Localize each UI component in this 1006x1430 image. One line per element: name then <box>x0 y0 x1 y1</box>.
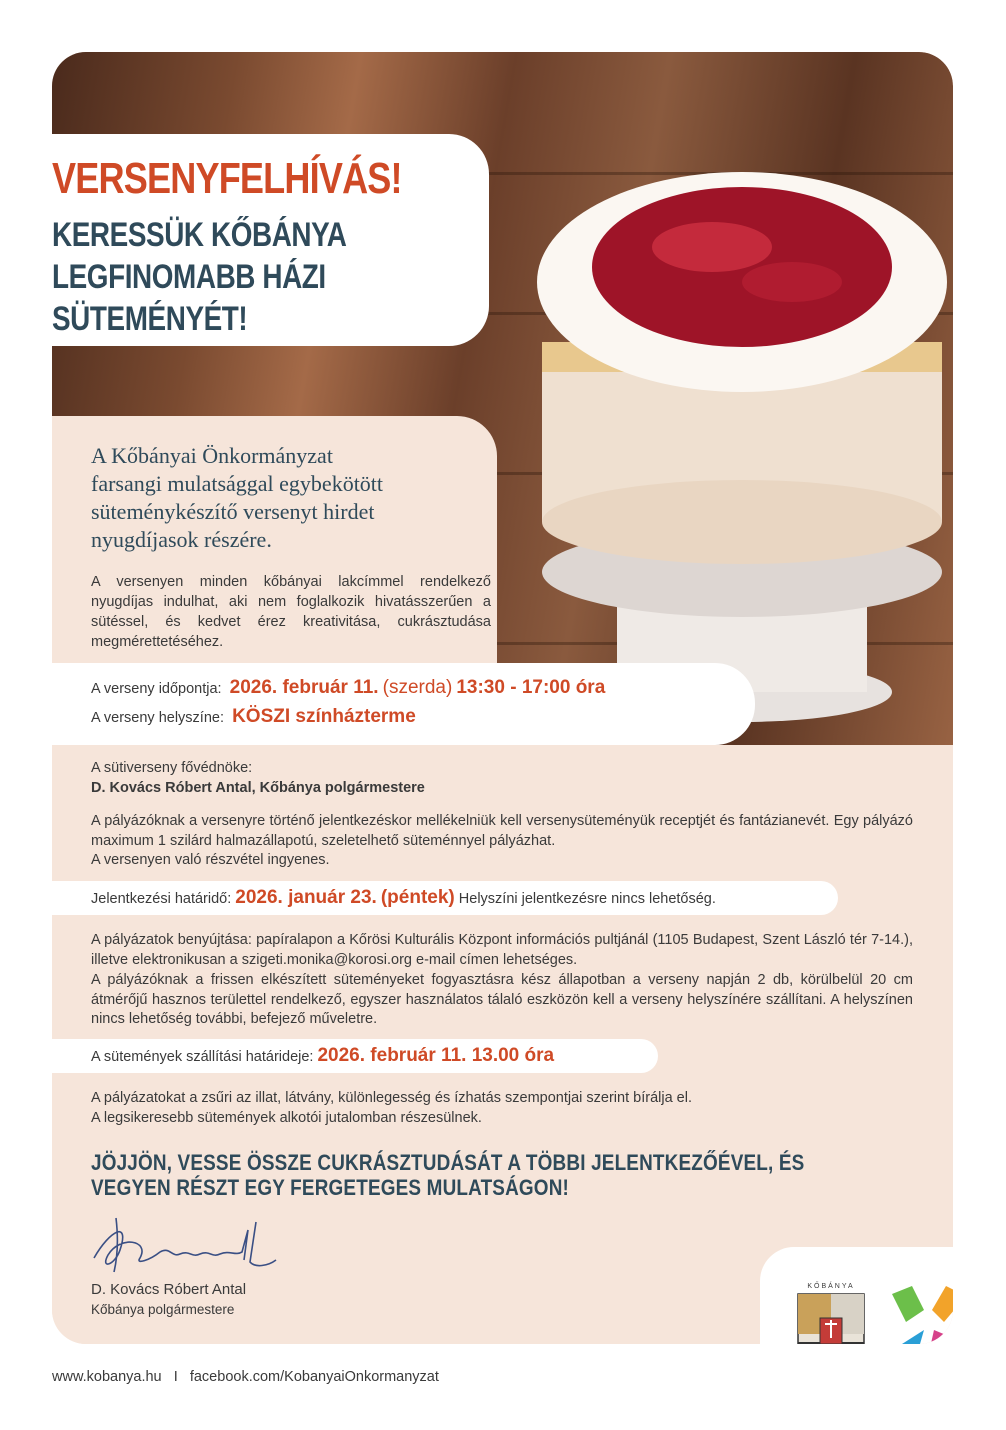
website-link[interactable]: www.kobanya.hu <box>52 1369 162 1385</box>
rules-text: A pályázóknak a versenyre történő jelentkezéskor mellékelniük kell versenysüteményük receptjét és fantázianevét. Egy pályázó maximum 1 szilárd halmazállapotú, szeletelhető süteménnyel pályázhat. <box>91 813 913 849</box>
facebook-link[interactable]: facebook.com/KobanyaiOnkormanyzat <box>189 1369 439 1385</box>
crest-text: KŐBÁNYA <box>807 1283 855 1290</box>
judging-text-2: A legsikeresebb sütemények alkotói jutalomban részesülnek. <box>91 1110 482 1126</box>
signature-title: Kőbánya polgármestere <box>91 1302 235 1317</box>
deadline-line: Jelentkezési határidő: 2026. január 23. (péntek) Helyszíni jelentkezésre nincs lehetőség. <box>91 887 716 908</box>
headline-subtitle-3: SÜTEMÉNYÉT! <box>52 300 248 338</box>
headline-subtitle-1: KERESSÜK KŐBÁNYA <box>52 216 347 254</box>
event-details-box <box>52 663 755 745</box>
delivery-value: 2026. február 11. 13.00 óra <box>317 1045 555 1066</box>
free-entry-text: A versenyen való részvétel ingyenes. <box>91 852 330 868</box>
headline-title: VERSENYFELHÍVÁS! <box>52 154 402 203</box>
patron-name: D. Kovács Róbert Antal, Kőbánya polgármestere <box>91 780 425 796</box>
footer-separator: I <box>173 1369 178 1385</box>
submission-text-1: A pályázatok benyújtása: papíralapon a Kőrösi Kulturális Központ információs pultjánál (1105 Budapest, Szent László tér 7-14.), illetve elektronikusan a szigeti.monika@korosi.org e-mail címen lehetséges. <box>91 932 913 968</box>
signature-image <box>80 1210 300 1280</box>
intro-body: A versenyen minden kőbányai lakcímmel rendelkező nyugdíjas indulhat, aki nem foglalkozik hivatásszerűen a sütéssel, és kedvet érez kreativitása, cukrásztudása megmérettetéséhez. <box>91 574 491 650</box>
judging-text-1: A pályázatokat a zsűri az illat, látvány, különlegesség és ízhatás szempontjai szerint bírálja el. <box>91 1090 692 1106</box>
event-place-value: KÖSZI színházterme <box>232 706 416 727</box>
patron-label: A sütiverseny fővédnöke: <box>91 760 253 776</box>
event-date-value: 2026. február 11. <box>229 677 379 698</box>
headline-subtitle-2: LEGFINOMABB HÁZI <box>52 258 326 296</box>
signature-name: D. Kovács Róbert Antal <box>91 1281 247 1298</box>
call-to-action: JÖJJÖN, VESSE ÖSSZE CUKRÁSZTUDÁSÁT A TÖBBI JELENTKEZŐÉVEL, ÉS VEGYEN RÉSZT EGY FERGETEGES MULATSÁGON! <box>91 1150 805 1200</box>
event-place-line: A verseny helyszíne: KÖSZI színházterme <box>91 706 416 727</box>
event-date-line: A verseny időpontja: 2026. február 11. (szerda) 13:30 - 17:00 óra <box>91 677 606 698</box>
intro-heading: A Kőbányai Önkormányzat farsangi mulatsággal egybekötött süteménykészítő versenyt hirdet nyugdíjasok részére. <box>91 443 384 552</box>
deadline-value: 2026. január 23. <box>235 887 377 908</box>
submission-text-2: A pályázóknak a frissen elkészített süteményeket fogyasztásra kész állapotban a verseny napján 2 db, körülbelül 20 cm átmérőjű hasznos területtel rendelkező, egyszer használatos tálaló eszközön kell a verseny helyszínére szállítani. A helyszínen nincs lehetőség további, befejező műveletre. <box>91 972 913 1027</box>
delivery-line: A sütemények szállítási határideje: 2026. február 11. 13.00 óra <box>91 1045 555 1066</box>
kobanya-brand-logo: KŐBÁNYA az élő város <box>882 1282 953 1344</box>
crest-logo <box>792 1280 872 1344</box>
footer-links <box>52 1369 439 1385</box>
